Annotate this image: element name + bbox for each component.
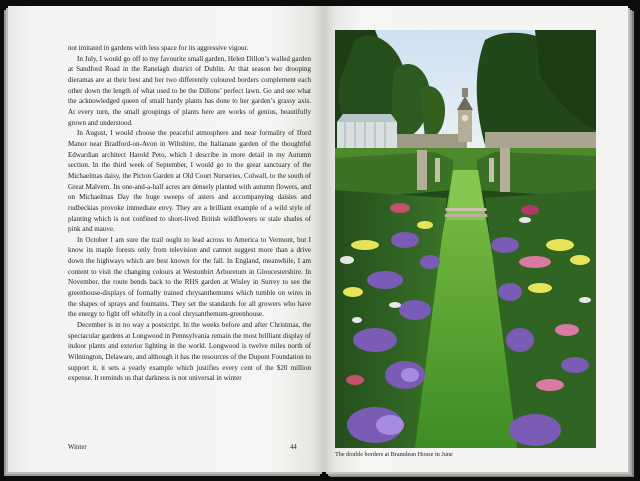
garden-photograph [335, 30, 596, 448]
photo-caption: The double borders at Bramdean House in June [335, 451, 453, 458]
body-text [68, 43, 311, 384]
page-number: 44 [290, 444, 297, 451]
paragraph: In October I am sure the trail ought to lead across to America to Vermont, but I know its maple forests only from television and cannot suggest more than a drive down the highways which are best known for the fall. In England, meanwhile, I am content to visit the changing colours at Westonbirt Arboretum in Gloucestershire. In November, the route bends back to the RHS garden at Wisley in Surrey to see the greenhouse-displays of formally trained chrysanthemums which tumble on wires in the shapes of sprays and fountains. They set the standards for all growers who have the energy to fight off whitefly in a cool chrysanthemum-greenhouse. [68, 235, 311, 319]
paragraph: December is in no way a postscript. In the weeks before and after Christmas, the spectacular gardens at Longwood in Pennsylvania remain the most brilliant display of indoor plants and exterior lighting in the world. Longwood is twelve miles north of Wilmington, Delaware, and although it has the resources of the Dupont Foundation to support it, it sets a yearly example which justifies every cent of the $20 million expense. It reminds us that darkness is not universal in winter [68, 321, 311, 383]
paragraph: not imitated in gardens with less space for its aggressive vigour. [68, 44, 249, 52]
paragraph: In July, I would go off to my favourite small garden, Helen Dillon’s walled garden at Sandford Road in the Ranelagh district of Dublin. At that season her drooping dieramas are at their best and her two differently coloured borders complement each other down the length of what used to be the Dillons’ perfect lawn. Go and see what the acknowledged queen of small hardy plants has done to her garden’s grassy axis. At every turn, the small groupings of plants here are works of genius, beautifully grown and understood. [68, 54, 311, 127]
left-page [8, 6, 324, 472]
running-footer: Winter [68, 444, 87, 451]
paragraph: In August, I would choose the peaceful atmosphere and near formality of Iford Manor near Bradford-on-Avon in Wiltshire, the Italianate garden of the thoughtful Edwardian architect Harold Peto, which I describe in more detail in my Autumn section. In the third week of September, I would go to the great sanctuary of the Michaelmas daisy, the Picton Garden at Old Court Nurseries, Colwall, to the south of Great Malvern. Its one-and-a-half acres are densely planted with autumn flowers, and on Michaelmas Day the huge sweeps of asters and accompanying daisies and rudbeckias provoke immediate envy. They are a brilliant example of a wild style of planting which is not confined to short-lived British wildflowers or stale shades of pink and mauve. [68, 129, 311, 234]
